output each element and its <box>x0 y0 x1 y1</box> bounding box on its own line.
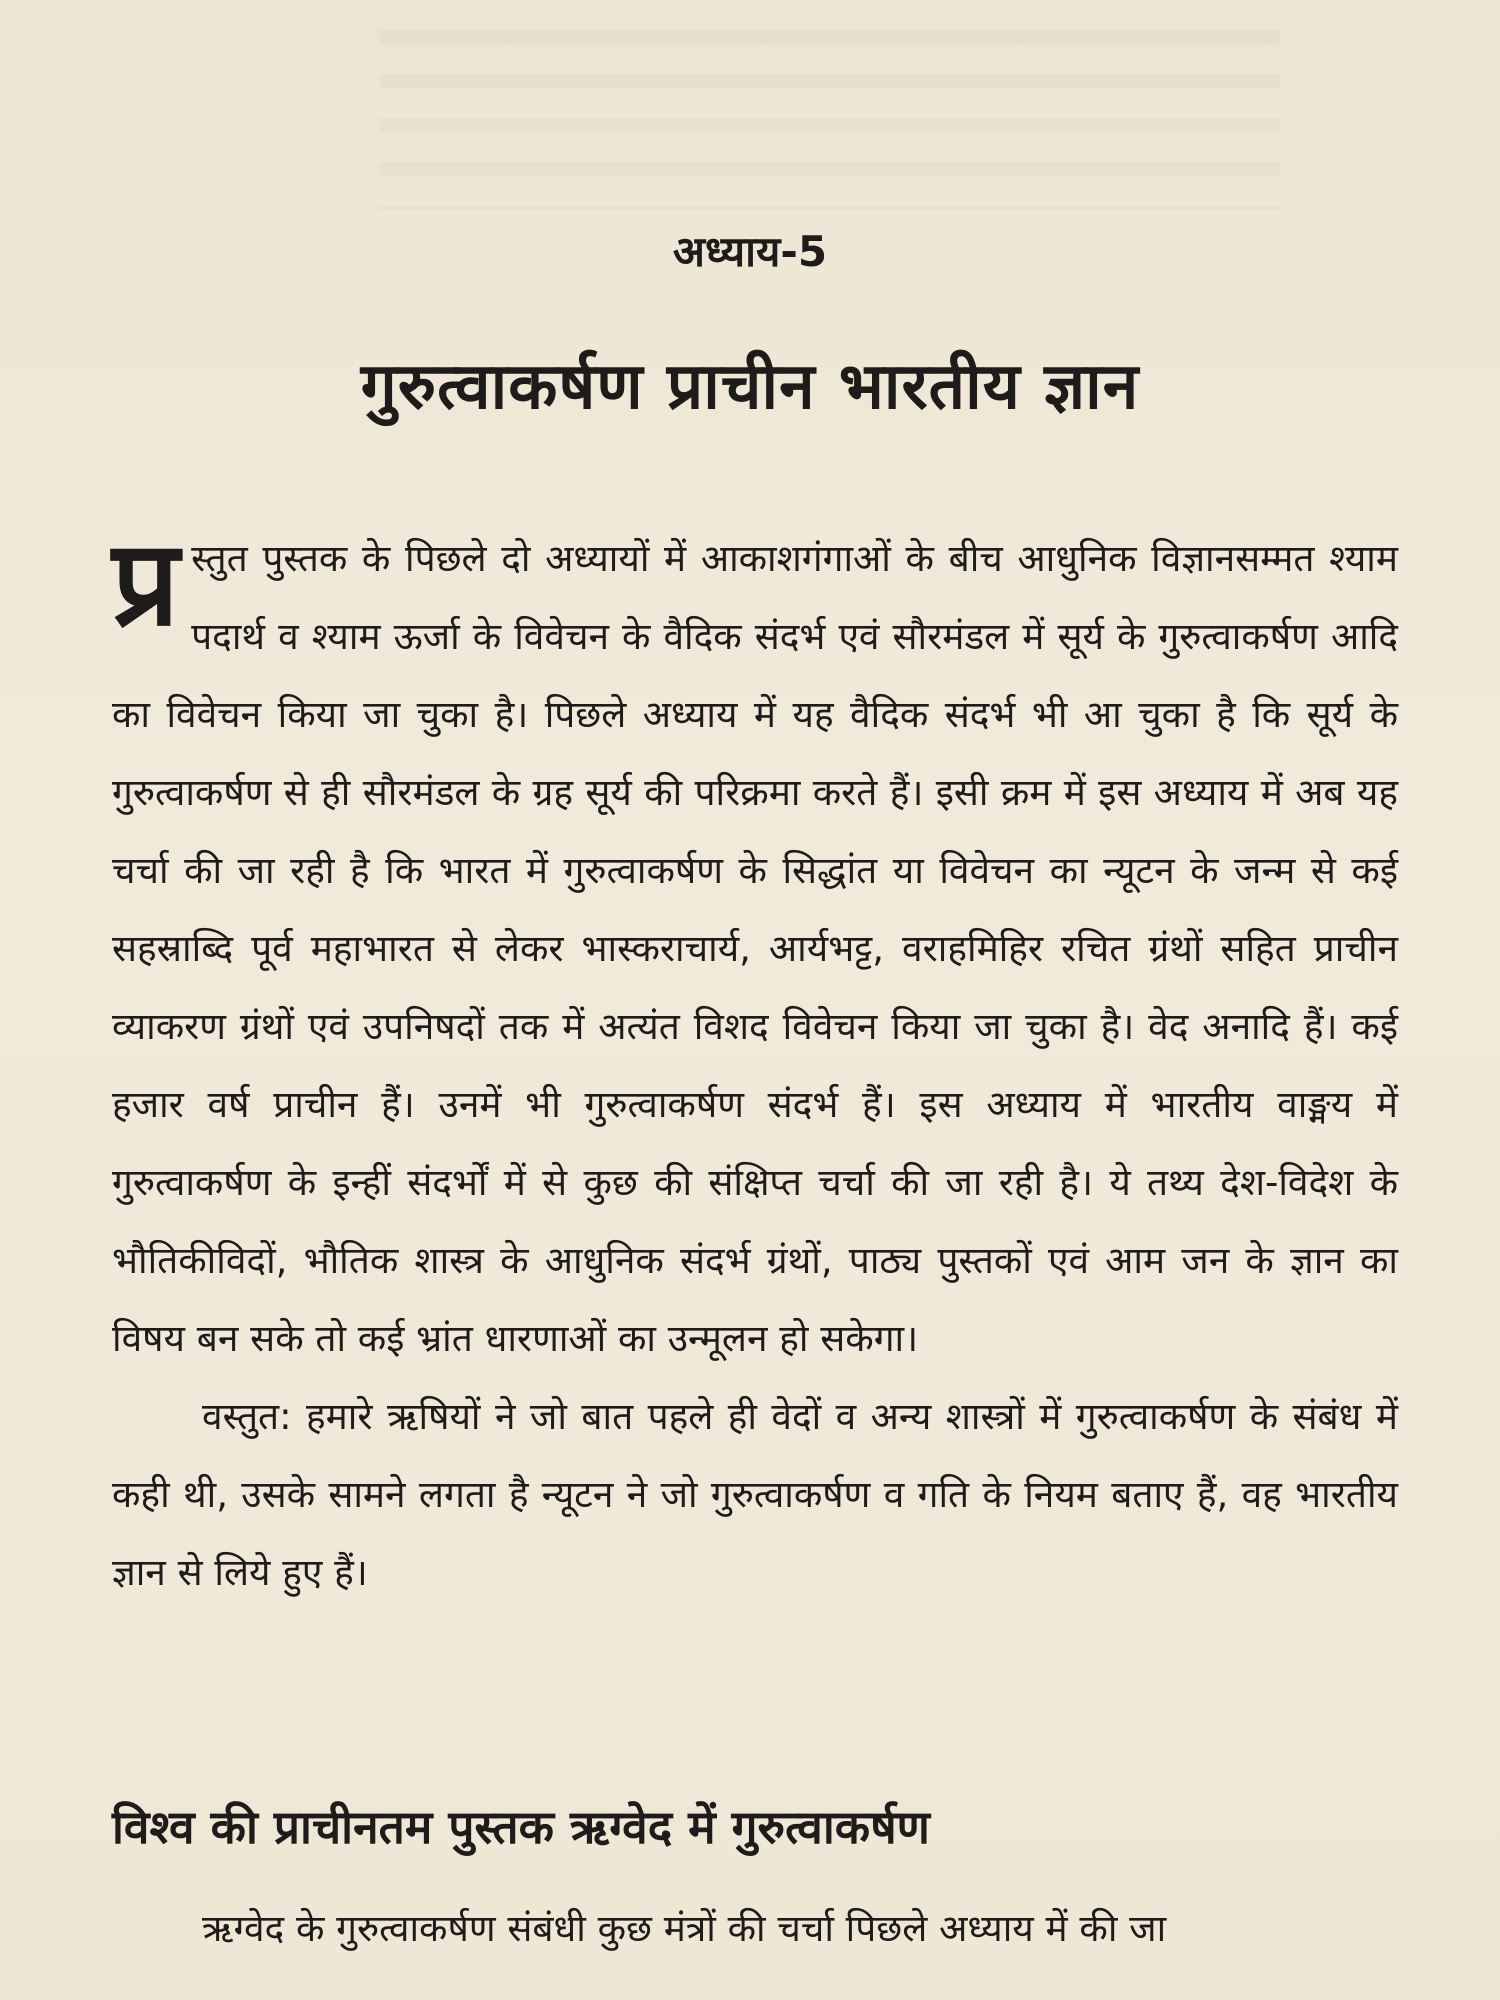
body-text <box>112 514 1398 1612</box>
show-through-texture <box>380 30 1280 210</box>
drop-cap: प्र <box>112 514 180 652</box>
paragraph-intro <box>112 514 1398 1378</box>
chapter-number: अध्याय-5 <box>672 227 828 276</box>
paragraph-intro-text: स्तुत पुस्तक के पिछले दो अध्यायों में आकाशगंगाओं के बीच आधुनिक विज्ञानसम्मत श्याम पदार्थ व श्याम ऊर्जा के विवेचन के वैदिक संदर्भ एवं सौरमंडल में सूर्य के गुरुत्वाकर्षण आदि का विवेचन किया जा चुका है। पिछले अध्याय में यह वैदिक संदर्भ भी आ चुका है कि सूर्य के गुरुत्वाकर्षण से ही सौरमंडल के ग्रह सूर्य की परिक्रमा करते हैं। इसी क्रम में इस अध्याय में अब यह चर्चा की जा रही है कि भारत में गुरुत्वाकर्षण के सिद्धांत या विवेचन का न्यूटन के जन्म से कई सहस्राब्दि पूर्व महाभारत से लेकर भास्कराचार्य, आर्यभट्ट, वराहमिहिर रचित ग्रंथों सहित प्राचीन व्याकरण ग्रंथों एवं उपनिषदों तक में अत्यंत विशद विवेचन किया जा चुका है। वेद अनादि हैं। कई हजार वर्ष प्राचीन हैं। उनमें भी गुरुत्वाकर्षण संदर्भ हैं। इस अध्याय में भारतीय वाङ्मय में गुरुत्वाकर्षण के इन्हीं संदर्भों में से कुछ की संक्षिप्त चर्चा की जा रही है। ये तथ्य देश-विदेश के भौतिकीविदों, भौतिक शास्त्र के आधुनिक संदर्भ ग्रंथों, पाठ्य पुस्तकों एवं आम जन के ज्ञान का विषय बन सके तो कई भ्रांत धारणाओं का उन्मूलन हो सकेगा। <box>112 537 1398 1360</box>
paragraph-second: वस्तुत: हमारे ऋषियों ने जो बात पहले ही वेदों व अन्य शास्त्रों में गुरुत्वाकर्षण के संबंध में कही थी, उसके सामने लगता है न्यूटन ने जो गुरुत्वाकर्षण व गति के नियम बताए हैं, वह भारतीय ज्ञान से लिये हुए हैं। <box>112 1395 1398 1594</box>
chapter-title: गुरुत्वाकर्षण प्राचीन भारतीय ज्ञान <box>360 350 1140 424</box>
section-paragraph: ऋग्वेद के गुरुत्वाकर्षण संबंधी कुछ मंत्रों की चर्चा पिछले अध्याय में की जा <box>202 1907 1167 1950</box>
section-heading: विश्व की प्राचीनतम पुस्तक ऋग्वेद में गुरुत्वाकर्षण <box>112 1800 930 1854</box>
